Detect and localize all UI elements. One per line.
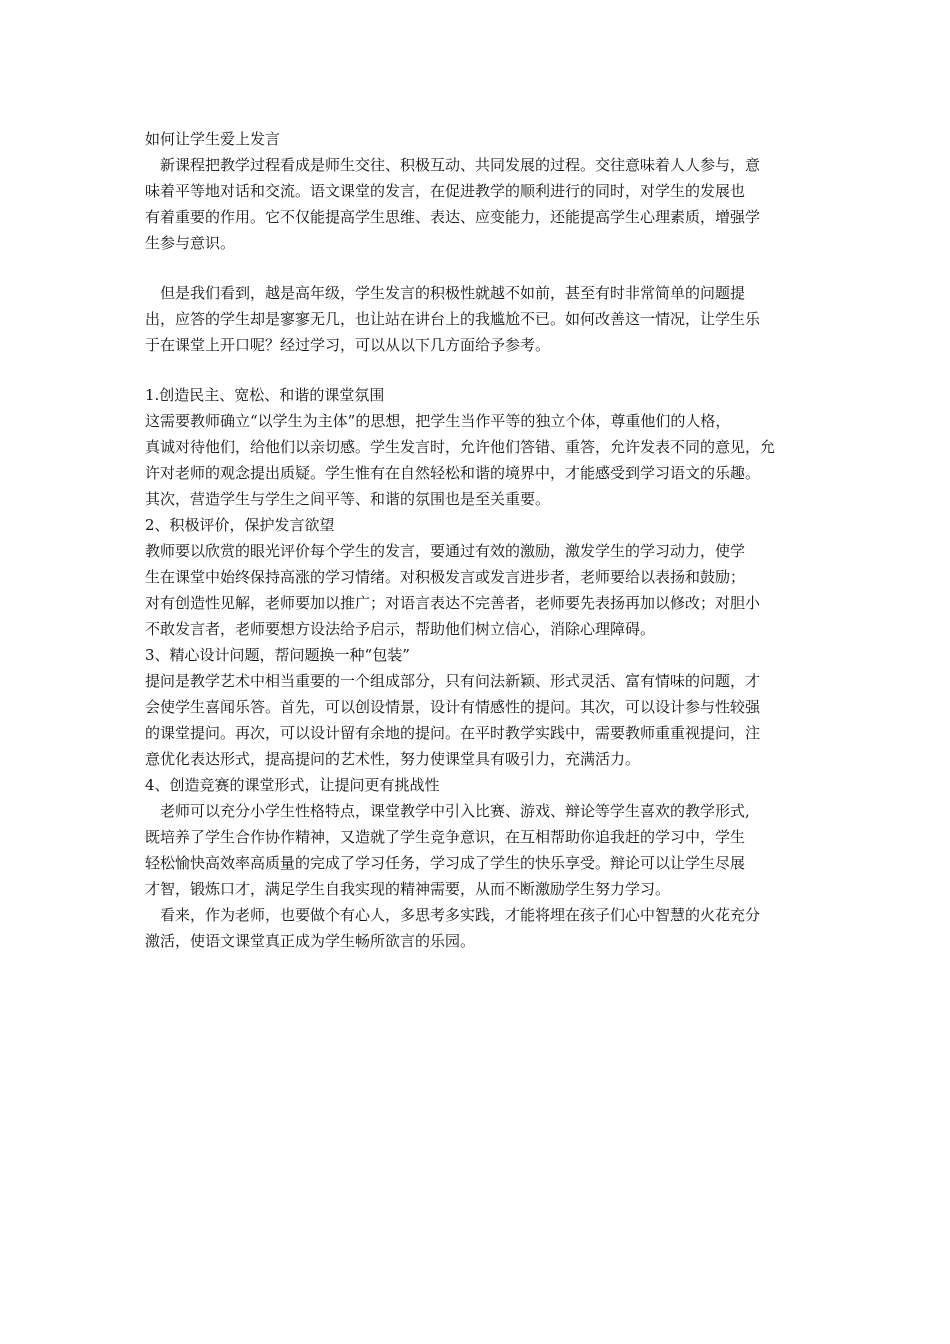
paragraph-line: 出，应答的学生却是寥寥无几，也让站在讲台上的我尴尬不已。如何改善这一情况，让学生乐: [145, 310, 761, 328]
paragraph-line: 但是我们看到，越是高年级，学生发言的积极性就越不如前，甚至有时非常简单的问题提: [160, 284, 746, 302]
paragraph-line: 于在课堂上开口呢？经过学习，可以从以下几方面给予参考。: [145, 336, 551, 354]
paragraph-line: 看来，作为老师，也要做个有心人，多思考多实践，才能将埋在孩子们心中智慧的火花充分: [160, 906, 761, 924]
section-2: [145, 512, 820, 642]
section-3: [145, 642, 820, 772]
paragraph-line: 其次，营造学生与学生之间平等、和谐的氛围也是至关重要。: [145, 490, 551, 508]
paragraph-line: 生参与意识。: [145, 234, 236, 252]
paragraph-line: 会使学生喜闻乐答。首先，可以创设情景，设计有情感性的提问。其次，可以设计参与性较强: [145, 698, 761, 716]
problem-paragraph: [145, 280, 820, 358]
paragraph-line: 的课堂提问。再次，可以设计留有余地的提问。在平时教学实践中，需要教师重重视提问，注: [145, 724, 761, 742]
section-heading: 4、创造竞赛的课堂形式，让提问更有挑战性: [145, 776, 440, 794]
document-title: 如何让学生爱上发言: [145, 130, 281, 148]
section-heading: 3、精心设计问题，帮问题换一种“包装”: [145, 646, 410, 664]
paragraph-line: 提问是教学艺术中相当重要的一个组成部分，只有问法新颖、形式灵活、富有情味的问题，才: [145, 672, 761, 690]
paragraph-line: 许对老师的观念提出质疑。学生惟有在自然轻松和谐的境界中，才能感受到学习语文的乐趣。: [145, 464, 761, 482]
paragraph-line: 才智，锻炼口才，满足学生自我实现的精神需要，从而不断激励学生努力学习。: [145, 880, 671, 898]
paragraph-spacer: [145, 358, 820, 382]
paragraph-spacer: [145, 256, 820, 280]
paragraph-line: 味着平等地对话和交流。语文课堂的发言，在促进教学的顺利进行的同时，对学生的发展也: [145, 182, 746, 200]
paragraph-line: 不敢发言者，老师要想方设法给予启示，帮助他们树立信心，消除心理障碍。: [145, 620, 656, 638]
section-heading: 1.创造民主、宽松、和谐的课堂氛围: [145, 386, 385, 404]
intro-paragraph: [145, 152, 820, 256]
paragraph-line: 真诚对待他们，给他们以亲切感。学生发言时，允许他们答错、重答，允许发表不同的意见，允: [145, 438, 776, 456]
paragraph-line: 教师要以欣赏的眼光评价每个学生的发言，要通过有效的激励，激发学生的学习动力，使学: [145, 542, 746, 560]
section-1: [145, 382, 820, 512]
paragraph-line: 有着重要的作用。它不仅能提高学生思维、表达、应变能力，还能提高学生心理素质，增强学: [145, 208, 761, 226]
paragraph-line: 意优化表达形式，提高提问的艺术性，努力使课堂具有吸引力，充满活力。: [145, 750, 641, 768]
section-heading: 2、积极评价，保护发言欲望: [145, 516, 335, 534]
paragraph-line: 轻松愉快高效率高质量的完成了学习任务，学习成了学生的快乐享受。辩论可以让学生尽展: [145, 854, 746, 872]
section-4: [145, 772, 820, 902]
conclusion-paragraph: [145, 902, 820, 954]
paragraph-line: 老师可以充分小学生性格特点，课堂教学中引入比赛、游戏、辩论等学生喜欢的教学形式,: [160, 802, 750, 820]
paragraph-line: 激活，使语文课堂真正成为学生畅所欲言的乐园。: [145, 932, 476, 950]
paragraph-line: 这需要教师确立“以学生为主体”的思想，把学生当作平等的独立个体，尊重他们的人格，: [145, 412, 731, 430]
paragraph-line: 新课程把教学过程看成是师生交往、积极互动、共同发展的过程。交往意味着人人参与，意: [160, 156, 761, 174]
paragraph-line: 既培养了学生合作协作精神，又造就了学生竞争意识，在互相帮助你追我赶的学习中，学生: [145, 828, 746, 846]
document-page: [145, 126, 820, 954]
paragraph-line: 生在课堂中始终保持高涨的学习情绪。对积极发言或发言进步者，老师要给以表扬和鼓励；: [145, 568, 746, 586]
paragraph-line: 对有创造性见解，老师要加以推广；对语言表达不完善者，老师要先表扬再加以修改；对胆小: [145, 594, 761, 612]
